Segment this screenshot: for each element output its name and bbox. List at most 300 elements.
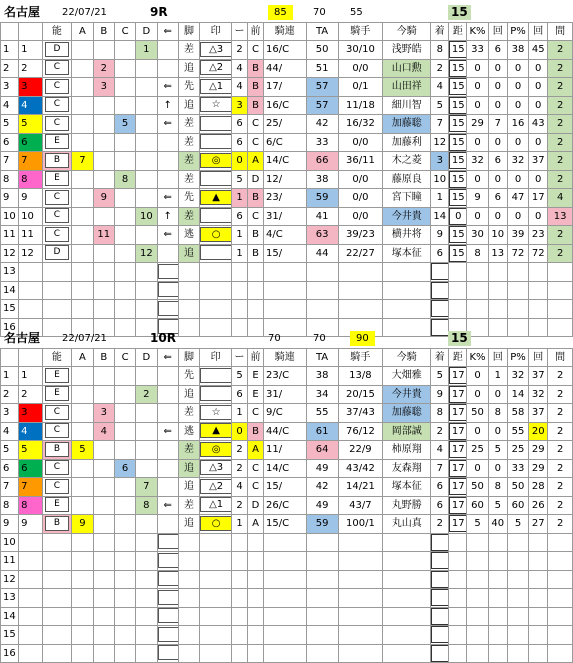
horse-row[interactable] bbox=[1, 441, 573, 460]
previous-grade: D bbox=[248, 170, 264, 189]
horse-row[interactable] bbox=[1, 41, 573, 60]
jockey-combo: 31/ bbox=[264, 385, 307, 404]
horse-row[interactable] bbox=[1, 496, 573, 515]
horse-row[interactable] bbox=[1, 515, 573, 534]
empty-cell bbox=[467, 300, 488, 319]
ability-grade-value: D bbox=[45, 42, 69, 57]
empty-cell bbox=[383, 263, 431, 282]
distance bbox=[449, 367, 467, 386]
distance-value: 15 bbox=[449, 97, 467, 114]
rank-c: 6 bbox=[114, 459, 135, 478]
jockey-combo: 23/C bbox=[264, 367, 307, 386]
running-style: 先 bbox=[178, 367, 199, 386]
running-style: 差 bbox=[178, 170, 199, 189]
distance-value: 17 bbox=[449, 404, 467, 421]
rank-d bbox=[136, 59, 157, 78]
empty-cell bbox=[548, 533, 573, 552]
row-number: 4 bbox=[1, 96, 19, 115]
prediction-mark-value bbox=[200, 171, 231, 186]
empty-cell bbox=[136, 263, 157, 282]
dash-value: 6 bbox=[232, 115, 248, 134]
rank-c bbox=[114, 59, 135, 78]
jockey-stats: 43/7 bbox=[338, 496, 383, 515]
k-count: 10 bbox=[488, 226, 507, 245]
empty-cell bbox=[114, 263, 135, 282]
empty-cell bbox=[232, 589, 248, 608]
empty-cell bbox=[72, 589, 93, 608]
empty-cell bbox=[232, 263, 248, 282]
empty-cell bbox=[383, 552, 431, 571]
empty-cell bbox=[232, 644, 248, 663]
finish-position: 8 bbox=[431, 404, 449, 423]
empty-cell bbox=[488, 626, 507, 645]
prediction-mark-value: ○ bbox=[200, 227, 231, 242]
ability-grade bbox=[42, 189, 72, 208]
current-jockey: 岡部誠 bbox=[383, 422, 431, 441]
p-count: 29 bbox=[529, 459, 548, 478]
p-percent: 50 bbox=[507, 478, 528, 497]
row-number: 2 bbox=[1, 59, 19, 78]
horse-row[interactable] bbox=[1, 422, 573, 441]
finish-position: 4 bbox=[431, 78, 449, 97]
distance bbox=[449, 152, 467, 171]
distance-value: 17 bbox=[449, 423, 467, 440]
empty-cell bbox=[42, 281, 72, 300]
score-1: 85 bbox=[268, 5, 293, 20]
empty-cell bbox=[306, 281, 338, 300]
empty-cell bbox=[467, 589, 488, 608]
distance-box bbox=[431, 263, 449, 280]
rank-a bbox=[72, 422, 93, 441]
horse-row[interactable] bbox=[1, 459, 573, 478]
prediction-mark bbox=[200, 152, 232, 171]
p-count: 0 bbox=[529, 96, 548, 115]
interval: 2 bbox=[548, 41, 573, 60]
p-percent: 47 bbox=[507, 189, 528, 208]
jockey-combo: 15/ bbox=[264, 244, 307, 263]
empty-cell bbox=[72, 626, 93, 645]
empty-cell bbox=[136, 533, 157, 552]
empty-cell bbox=[548, 281, 573, 300]
column-header: ⇐ bbox=[157, 349, 178, 367]
empty-cell bbox=[338, 281, 383, 300]
empty-cell bbox=[431, 570, 449, 589]
ta-score: 55 bbox=[306, 404, 338, 423]
empty-cell bbox=[449, 626, 467, 645]
jockey-stats: 100/1 bbox=[338, 515, 383, 534]
empty-cell bbox=[232, 626, 248, 645]
rank-c bbox=[114, 152, 135, 171]
p-count: 29 bbox=[529, 441, 548, 460]
finish-position: 7 bbox=[431, 115, 449, 134]
interval: 2 bbox=[548, 244, 573, 263]
empty-cell bbox=[449, 281, 467, 300]
rank-a bbox=[72, 78, 93, 97]
horse-row[interactable] bbox=[1, 385, 573, 404]
waku-number: 3 bbox=[19, 78, 42, 97]
empty-cell bbox=[114, 533, 135, 552]
empty-cell bbox=[431, 626, 449, 645]
rank-a bbox=[72, 207, 93, 226]
distance-value: 15 bbox=[449, 152, 467, 169]
horse-row[interactable] bbox=[1, 367, 573, 386]
dash-value: 6 bbox=[232, 133, 248, 152]
rank-b bbox=[93, 170, 114, 189]
rank-d bbox=[136, 96, 157, 115]
prediction-mark bbox=[200, 170, 232, 189]
arrow-indicator: ⇐ bbox=[157, 226, 178, 245]
distance-value: 17 bbox=[449, 515, 467, 532]
k-count: 5 bbox=[488, 441, 507, 460]
p-percent: 0 bbox=[507, 170, 528, 189]
distance-box bbox=[431, 608, 449, 625]
previous-grade: B bbox=[248, 78, 264, 97]
empty-cell bbox=[467, 552, 488, 571]
current-jockey: 塚本征 bbox=[383, 244, 431, 263]
rank-a bbox=[72, 170, 93, 189]
prediction-mark bbox=[200, 441, 232, 460]
rank-d bbox=[136, 115, 157, 134]
empty-cell bbox=[19, 263, 42, 282]
empty-cell bbox=[248, 281, 264, 300]
empty-cell bbox=[232, 300, 248, 319]
rank-b: 9 bbox=[93, 189, 114, 208]
distance-value: 15 bbox=[449, 171, 467, 188]
column-header: TA bbox=[306, 349, 338, 367]
running-style: 追 bbox=[178, 478, 199, 497]
distance bbox=[449, 404, 467, 423]
k-percent: 9 bbox=[467, 189, 488, 208]
score-3: 55 bbox=[350, 7, 363, 18]
ta-score: 38 bbox=[306, 170, 338, 189]
finish-position: 4 bbox=[431, 441, 449, 460]
horse-row[interactable] bbox=[1, 59, 573, 78]
arrow-indicator: ⇐ bbox=[157, 115, 178, 134]
ta-score: 61 bbox=[306, 422, 338, 441]
current-jockey: 加藤聡 bbox=[383, 404, 431, 423]
horse-row[interactable] bbox=[1, 189, 573, 208]
distance bbox=[449, 441, 467, 460]
running-style: 差 bbox=[178, 207, 199, 226]
empty-cell bbox=[449, 552, 467, 571]
horse-row[interactable] bbox=[1, 207, 573, 226]
p-percent: 16 bbox=[507, 115, 528, 134]
ability-grade bbox=[42, 441, 72, 460]
rank-d bbox=[136, 78, 157, 97]
running-style: 差 bbox=[178, 133, 199, 152]
ability-grade bbox=[42, 422, 72, 441]
rank-b: 3 bbox=[93, 404, 114, 423]
ability-grade-value: D bbox=[45, 245, 69, 260]
empty-cell bbox=[114, 626, 135, 645]
empty-cell bbox=[467, 607, 488, 626]
ta-score: 57 bbox=[306, 78, 338, 97]
horse-row[interactable] bbox=[1, 170, 573, 189]
horse-row[interactable] bbox=[1, 152, 573, 171]
ta-score: 59 bbox=[306, 189, 338, 208]
finish-position: 6 bbox=[431, 244, 449, 263]
header-row bbox=[1, 349, 573, 367]
jockey-stats: 14/21 bbox=[338, 478, 383, 497]
current-jockey: 友森翔 bbox=[383, 459, 431, 478]
prediction-mark bbox=[200, 115, 232, 134]
running-style: 追 bbox=[178, 59, 199, 78]
empty-cell bbox=[507, 644, 528, 663]
empty-cell bbox=[19, 570, 42, 589]
previous-grade: C bbox=[248, 478, 264, 497]
mark-box bbox=[158, 553, 179, 568]
distance bbox=[449, 189, 467, 208]
row-number: 15 bbox=[1, 626, 19, 645]
rank-b bbox=[93, 459, 114, 478]
k-percent: 0 bbox=[467, 133, 488, 152]
empty-cell bbox=[306, 626, 338, 645]
empty-cell bbox=[507, 626, 528, 645]
horse-row[interactable] bbox=[1, 78, 573, 97]
prediction-mark-value: ◎ bbox=[200, 153, 231, 168]
rank-b bbox=[93, 515, 114, 534]
finish-position: 14 bbox=[431, 207, 449, 226]
column-header: 騎連 bbox=[264, 349, 307, 367]
race-number: 9R bbox=[150, 5, 168, 19]
header-blank bbox=[1, 23, 19, 41]
rank-d: 1 bbox=[136, 41, 157, 60]
ability-grade-value: E bbox=[45, 386, 69, 401]
current-jockey: 山田祥 bbox=[383, 78, 431, 97]
jockey-stats: 39/23 bbox=[338, 226, 383, 245]
k-percent: 29 bbox=[467, 115, 488, 134]
column-header: C bbox=[114, 349, 135, 367]
p-count: 20 bbox=[529, 422, 548, 441]
empty-cell bbox=[383, 607, 431, 626]
empty-row bbox=[1, 300, 573, 319]
p-count: 37 bbox=[529, 367, 548, 386]
prediction-mark bbox=[200, 422, 232, 441]
mark-box bbox=[158, 264, 179, 279]
empty-cell bbox=[248, 644, 264, 663]
p-count: 23 bbox=[529, 226, 548, 245]
ability-grade bbox=[42, 385, 72, 404]
finish-position: 1 bbox=[431, 189, 449, 208]
previous-grade: C bbox=[248, 207, 264, 226]
horse-row[interactable] bbox=[1, 478, 573, 497]
ability-grade-value: B bbox=[45, 153, 69, 168]
rank-b bbox=[93, 41, 114, 60]
empty-cell bbox=[136, 589, 157, 608]
prediction-mark-value bbox=[200, 386, 231, 401]
current-jockey: 木之菱 bbox=[383, 152, 431, 171]
jockey-combo: 9/C bbox=[264, 404, 307, 423]
horse-row[interactable] bbox=[1, 96, 573, 115]
row-number: 8 bbox=[1, 170, 19, 189]
horse-row[interactable] bbox=[1, 115, 573, 134]
row-number: 3 bbox=[1, 78, 19, 97]
empty-cell bbox=[488, 281, 507, 300]
empty-cell bbox=[248, 552, 264, 571]
rank-c bbox=[114, 244, 135, 263]
empty-cell bbox=[264, 607, 307, 626]
dash-value: 0 bbox=[232, 152, 248, 171]
rank-b: 3 bbox=[93, 78, 114, 97]
distance bbox=[449, 422, 467, 441]
column-header: 回 bbox=[529, 349, 548, 367]
empty-cell bbox=[529, 552, 548, 571]
empty-cell bbox=[136, 644, 157, 663]
rank-d: 10 bbox=[136, 207, 157, 226]
empty-cell bbox=[200, 607, 232, 626]
column-header: 前 bbox=[248, 349, 264, 367]
empty-cell bbox=[431, 644, 449, 663]
row-number: 3 bbox=[1, 404, 19, 423]
empty-cell bbox=[114, 552, 135, 571]
empty-cell bbox=[157, 570, 178, 589]
p-count: 37 bbox=[529, 152, 548, 171]
distance-box bbox=[431, 626, 449, 643]
waku-number: 2 bbox=[19, 59, 42, 78]
waku-number: 1 bbox=[19, 367, 42, 386]
empty-cell bbox=[178, 281, 199, 300]
empty-cell bbox=[306, 589, 338, 608]
row-number: 11 bbox=[1, 552, 19, 571]
distance bbox=[449, 459, 467, 478]
empty-cell bbox=[114, 570, 135, 589]
ta-score: 44 bbox=[306, 244, 338, 263]
rank-a bbox=[72, 478, 93, 497]
horse-row[interactable] bbox=[1, 404, 573, 423]
ability-grade bbox=[42, 207, 72, 226]
empty-cell bbox=[488, 570, 507, 589]
ability-grade bbox=[42, 152, 72, 171]
empty-cell bbox=[93, 552, 114, 571]
mark-box bbox=[158, 627, 179, 642]
finish-position: 5 bbox=[431, 367, 449, 386]
horse-row[interactable] bbox=[1, 226, 573, 245]
ta-score: 33 bbox=[306, 133, 338, 152]
prediction-mark bbox=[200, 59, 232, 78]
empty-cell bbox=[449, 300, 467, 319]
rank-b bbox=[93, 496, 114, 515]
empty-cell bbox=[157, 552, 178, 571]
finish-position: 9 bbox=[431, 226, 449, 245]
empty-cell bbox=[264, 533, 307, 552]
empty-cell bbox=[383, 533, 431, 552]
empty-cell bbox=[529, 644, 548, 663]
empty-cell bbox=[157, 533, 178, 552]
previous-grade: C bbox=[248, 115, 264, 134]
rank-d: 2 bbox=[136, 385, 157, 404]
empty-cell bbox=[72, 263, 93, 282]
k-percent: 33 bbox=[467, 41, 488, 60]
interval: 2 bbox=[548, 422, 573, 441]
empty-cell bbox=[338, 300, 383, 319]
distance-box bbox=[431, 645, 449, 662]
finish-position: 12 bbox=[431, 133, 449, 152]
jockey-combo: 11/ bbox=[264, 441, 307, 460]
empty-cell bbox=[467, 533, 488, 552]
ability-grade bbox=[42, 226, 72, 245]
prediction-mark bbox=[200, 515, 232, 534]
row-number: 10 bbox=[1, 207, 19, 226]
column-header: A bbox=[72, 349, 93, 367]
p-percent: 14 bbox=[507, 385, 528, 404]
ability-grade bbox=[42, 367, 72, 386]
empty-cell bbox=[488, 552, 507, 571]
running-style: 追 bbox=[178, 96, 199, 115]
empty-cell bbox=[248, 300, 264, 319]
empty-cell bbox=[114, 281, 135, 300]
rank-c bbox=[114, 496, 135, 515]
empty-cell bbox=[178, 300, 199, 319]
ability-grade-value: C bbox=[45, 479, 69, 494]
empty-cell bbox=[232, 533, 248, 552]
rank-c bbox=[114, 422, 135, 441]
empty-cell bbox=[93, 263, 114, 282]
row-number: 8 bbox=[1, 496, 19, 515]
ability-grade bbox=[42, 478, 72, 497]
empty-cell bbox=[72, 607, 93, 626]
ability-grade-value: C bbox=[45, 460, 69, 475]
empty-cell bbox=[467, 281, 488, 300]
dash-value: 3 bbox=[232, 96, 248, 115]
empty-cell bbox=[93, 589, 114, 608]
empty-cell bbox=[136, 281, 157, 300]
empty-cell bbox=[200, 626, 232, 645]
prediction-mark bbox=[200, 96, 232, 115]
p-percent: 72 bbox=[507, 244, 528, 263]
jockey-combo: 26/C bbox=[264, 496, 307, 515]
empty-cell bbox=[114, 607, 135, 626]
finish-position: 5 bbox=[431, 96, 449, 115]
dash-value: 2 bbox=[232, 496, 248, 515]
column-header: 騎手 bbox=[338, 23, 383, 41]
empty-cell bbox=[488, 533, 507, 552]
empty-cell bbox=[157, 589, 178, 608]
column-header: 前 bbox=[248, 23, 264, 41]
prediction-mark-value: △2 bbox=[200, 60, 231, 75]
empty-cell bbox=[529, 300, 548, 319]
empty-cell bbox=[488, 607, 507, 626]
ta-score: 50 bbox=[306, 41, 338, 60]
row-number: 1 bbox=[1, 367, 19, 386]
p-percent: 0 bbox=[507, 78, 528, 97]
empty-cell bbox=[178, 533, 199, 552]
current-jockey: 大畑雅 bbox=[383, 367, 431, 386]
empty-cell bbox=[19, 281, 42, 300]
empty-cell bbox=[178, 607, 199, 626]
k-percent: 32 bbox=[467, 152, 488, 171]
waku-number: 3 bbox=[19, 404, 42, 423]
p-count: 0 bbox=[529, 133, 548, 152]
empty-cell bbox=[72, 552, 93, 571]
horse-row[interactable] bbox=[1, 244, 573, 263]
rank-b: 11 bbox=[93, 226, 114, 245]
jockey-stats: 0/0 bbox=[338, 133, 383, 152]
empty-cell bbox=[200, 533, 232, 552]
race-header bbox=[0, 3, 573, 22]
empty-cell bbox=[93, 533, 114, 552]
rank-c bbox=[114, 41, 135, 60]
empty-cell bbox=[157, 263, 178, 282]
p-percent: 25 bbox=[507, 441, 528, 460]
rank-d bbox=[136, 441, 157, 460]
prediction-mark bbox=[200, 189, 232, 208]
empty-cell bbox=[232, 570, 248, 589]
p-count: 43 bbox=[529, 115, 548, 134]
row-number: 6 bbox=[1, 459, 19, 478]
rank-d bbox=[136, 226, 157, 245]
empty-cell bbox=[200, 281, 232, 300]
horse-row[interactable] bbox=[1, 133, 573, 152]
